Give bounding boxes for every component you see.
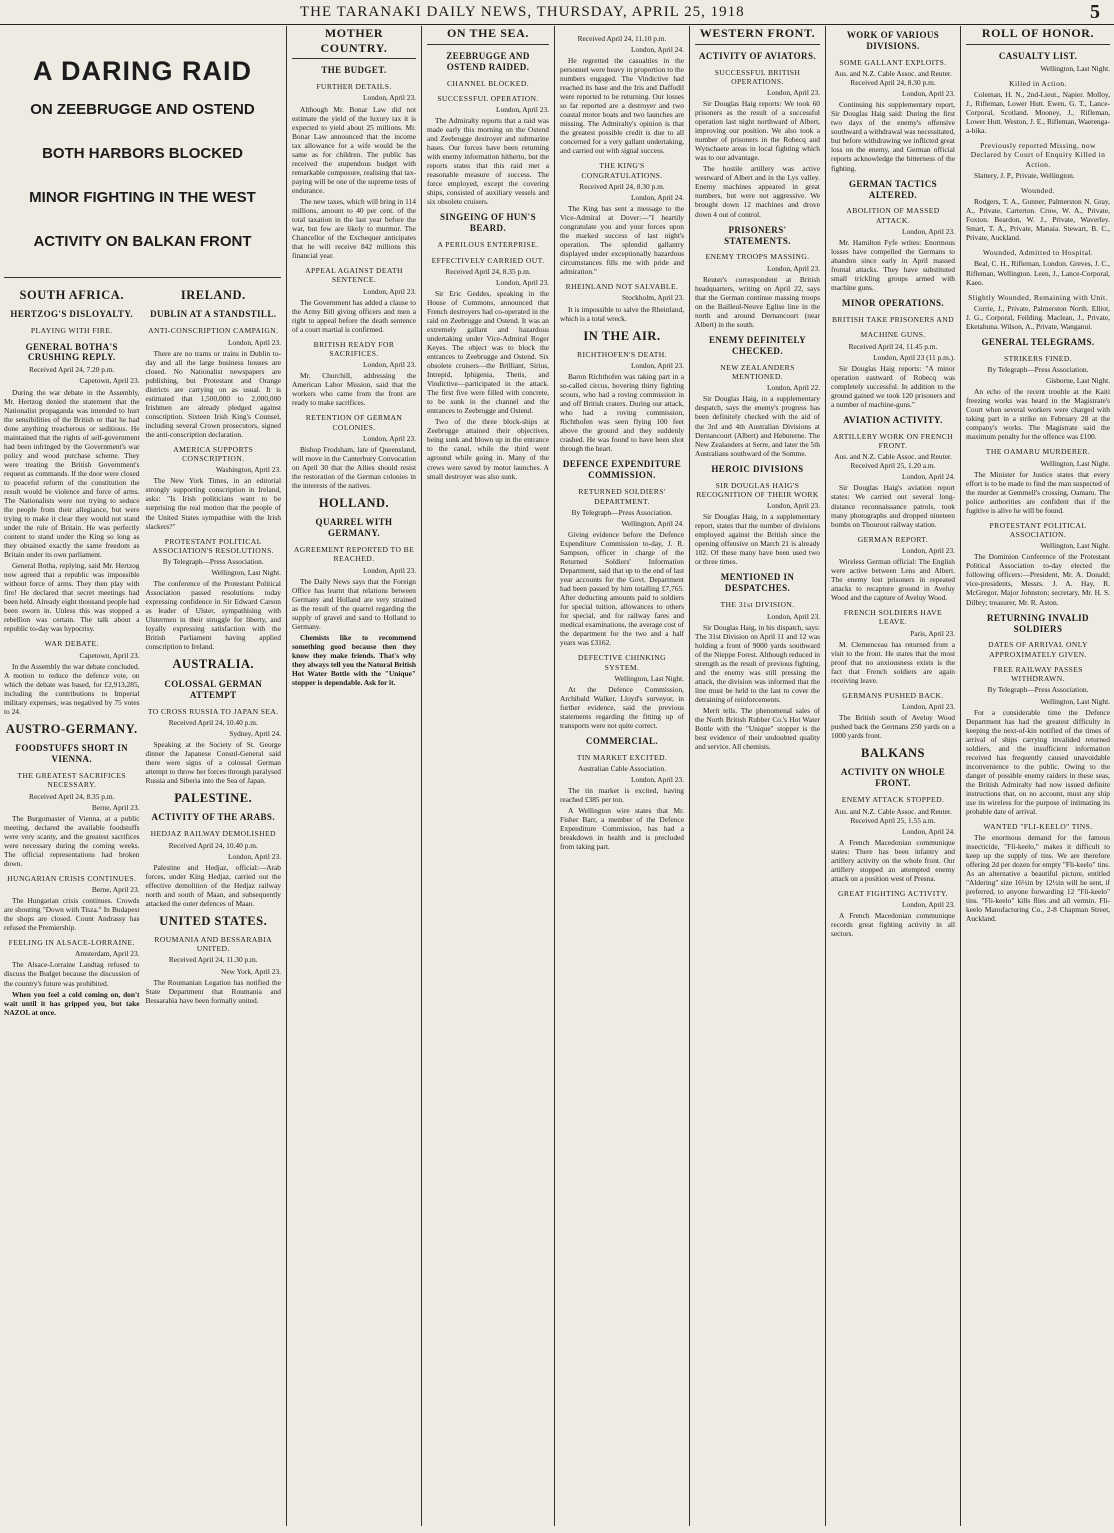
article-subhead: STRIKERS FINED. (1003, 353, 1073, 363)
article-headline: SINGEING OF HUN'S BEARD. (440, 212, 536, 234)
article-body: A Wellington wire states that Mr. Fisher Barr, a member of the Defence Expenditure Commission, has had a breakdown in health and is precluded from taking part. (560, 806, 684, 852)
article-body: The British south of Aveluy Wood pushed back the Germans 250 yards on a 1000 yards front. (831, 713, 955, 741)
newspaper-title: THE TARANAKI DAILY NEWS, THURSDAY, APRIL 25, 1918 (300, 4, 745, 20)
dateline: Wellington, Last Night. (614, 673, 684, 683)
article-body: During the war debate in the Assembly, Mr. Hertzog denied the statement that the Nationalist propaganda was intended to hurt the sensibilities of the British or that he had done anything treacherous or seditious. He maintained that the rights of self-government had been infringed by the Government's war policy and wood purchase scheme. They were treating the British Government's request as commands. If the door were closed to peaceful reform of the constitution the result would be violence and force of arms. The Nationalists were not trying to seduce the people from their allegiance, but were trying to make it clear they would not stand under the rule of Britain. He was perfectly content to stand under the King so long as they obtained exactly the same freedom as Britain under its own parliament. (4, 387, 140, 560)
article-subhead: FURTHER DETAILS. (316, 82, 392, 92)
article-subhead: PLAYING WITH FIRE. (30, 326, 113, 336)
lead-subcolumns (4, 282, 281, 1019)
column-headline: MOTHER COUNTRY. (292, 26, 416, 59)
article-subhead: PROTESTANT POLITICAL ASSOCIATION. (989, 520, 1087, 540)
article-subhead: TIN MARKET EXCITED. (576, 752, 668, 762)
article-body: Merit tells. The phenomenal sales of the North British Rubber Co.'s Hot Water Bottle with the "Unique" stopper is the best evidence of their undoubted quality and service. All chemists. (695, 705, 820, 751)
dateline: London, April 23. (228, 337, 281, 347)
article-subhead: FRENCH SOLDIERS HAVE LEAVE. (843, 608, 943, 627)
lead-deck-4: ACTIVITY ON BALKAN FRONT (33, 233, 252, 251)
dateline: Capetown, April 23. (79, 650, 140, 660)
dateline: London, April 23. (902, 701, 955, 711)
article-subhead: WAR DEBATE. (44, 639, 99, 649)
column-rule (689, 26, 690, 1526)
article-body: Giving evidence before the Defence Expenditure Commission to-day, J. R. Sampson, officer in charge of the Returned Soldiers' Information Department, said that up to the end of last year accounts for the Govt. Department had been passed by him totalling £7,765. After deducting amounts paid to soldiers for special tuition, allowances to others for special, and for railway fares and medical examinations, the average cost of the department for the two and a half years was £3162. (560, 529, 684, 648)
article-body: Wireless German official: The English were active between Lens and Albert. The enemy lost prisoners in repeated attacks to recapture ground in Aveluy Wood and the capture of Aveluy Wood. (831, 556, 955, 602)
article-subhead: EFFECTIVELY CARRIED OUT. (431, 255, 545, 265)
advertisement: When you feel a cold coming on, don't wait until it has gripped you, but take NAZOL at once. (4, 989, 140, 1017)
article-subhead: AMERICA SUPPORTS CONSCRIPTION. (173, 444, 254, 464)
article-subhead: AGREEMENT REPORTED TO BE REACHED. (293, 545, 415, 564)
article-subhead: SIR DOUGLAS HAIG'S RECOGNITION OF THEIR WORK (696, 480, 819, 499)
article-headline: IN THE AIR. (583, 328, 661, 343)
dateline: London, April 23. (767, 263, 820, 273)
article-body: In the Assembly the war debate concluded. A motion to reduce the defence vote, on which the debate was based, for £2,913,285, including the contributions to Imperial military expenses, was negatived by 75 votes to 24. (4, 661, 140, 716)
dateline: London, April 23. (363, 360, 416, 370)
article-body: The New York Times, in an editorial strongly supporting conscription in Ireland, asks: "Is Irish politicians want to be surprising the real motion that the people of the United States sympathise with the Irish slackers?" (145, 476, 281, 531)
column-on-the-sea (423, 26, 553, 1526)
article-subhead: THE GREATEST SACRIFICES NECESSARY. (17, 771, 127, 790)
byline: By Telegraph—Press Association. (162, 557, 264, 567)
article-subhead: QUARREL WITH GERMANY. (315, 517, 393, 539)
byline: By Telegraph—Press Association. (987, 365, 1089, 375)
article-subhead: APPEAL AGAINST DEATH SENTENCE. (305, 266, 403, 285)
article-headline: WORK OF VARIOUS DIVISIONS. (846, 30, 940, 51)
article-body: Sir Douglas Haig reports: We took 60 prisoners as the result of a successful operation last night northward of Albert, improving our position. We also took a number of prisoners in the Robecq and Wytschaete areas in local fighting which was to our advantage. (695, 99, 820, 163)
column-headline: ON THE SEA. (427, 26, 549, 45)
article-subhead: GERMAN REPORT. (857, 534, 929, 544)
dateline: Wellington, Last Night. (1040, 696, 1110, 706)
article-subhead: MACHINE GUNS. (860, 330, 926, 340)
received-line: Aus. and N.Z. Cable Assoc. and Reuter. Received April 25, 1.55 a.m. (834, 806, 952, 825)
byline: Australian Cable Association. (577, 764, 667, 774)
column-rule (286, 26, 287, 1526)
divider (4, 277, 281, 278)
article-subhead: DUBLIN AT A STANDSTILL. (150, 309, 277, 320)
article-subhead: SUCCESSFUL OPERATION. (437, 93, 539, 103)
lead-headline: A DARING RAID (33, 56, 252, 86)
article-subhead: COLOSSAL GERMAN ATTEMPT (164, 678, 263, 700)
article-body: The new taxes, which will bring in 114 millions, amount to 40 per cent. of the total taxation in the last year before the war, but few are likely to murmur. The Chancellor of the Exchequer anticipates that he will receive 842 millions this financial year. (292, 196, 416, 260)
article-subhead: THE KING'S CONGRATULATIONS. (581, 161, 663, 180)
dateline: London, April 24. (631, 192, 684, 202)
article-subhead: TO CROSS RUSSIA TO JAPAN SEA. (147, 706, 279, 716)
dateline: Berne, April 23. (91, 885, 140, 895)
article-headline: GENERAL TELEGRAMS. (981, 336, 1095, 347)
byline: By Telegraph—Press Association. (571, 507, 673, 517)
masthead (0, 0, 1114, 25)
article-headline: GERMAN TACTICS ALTERED. (848, 178, 938, 200)
article-subhead: A PERILOUS ENTERPRISE. (437, 240, 539, 250)
dateline: London, April 23. (767, 611, 820, 621)
article-headline: PALESTINE. (174, 791, 253, 806)
article-body: The Roumanian Legation has notified the State Department that Roumania and Bessarabia have been formally united. (145, 977, 281, 1005)
article-subhead: ROUMANIA AND BESSARABIA UNITED. (154, 934, 273, 954)
dateline: Paris, April 23. (910, 628, 955, 638)
article-body: It is impossible to salve the Rheinland, which is a total wreck. (560, 304, 684, 323)
article-subhead: RETENTION OF GERMAN COLONIES. (305, 413, 403, 432)
article-subhead: PROTESTANT POLITICAL ASSOCIATION'S RESOLUTIONS. (152, 536, 274, 555)
column-headline: ROLL OF HONOR. (966, 26, 1110, 45)
article-body: The hostile artillery was active westward of Albert and in the Lys valley. Enemy machines appeared in great numbers, but were not aggressive. We brought down 12 machines and drove down 4 out of control. (695, 164, 820, 219)
article-subhead: THE OAMARU MURDERER. (985, 447, 1091, 457)
article-body: Speaking at the Society of St. George dinner the Japanese Consul-General said there were signs of a colossal German attempt to throw her forces through paralysed Russia and Siberia into the Sea of Japan. (145, 739, 281, 786)
article-body: Two of the three block-ships at Zeebrugge attained their objectives, being sunk and blown up in the entrance to the canal, while the third went aground while going in. Many of the crews were saved by motor launches. A small destroyer was also sunk. (427, 417, 549, 481)
article-subhead: CASUALTY LIST. (998, 50, 1078, 61)
advertisement: The enormous demand for the famous insecticide, "Fli-keelo," makes it difficult to keep up the supply of tins. We are therefore offering 2d per dozen for empty "Fli-keelo" tins. As an alternative a beautiful picture, entitled "Aldering" size 16½in by 12½in will be sent, if preferred, to anyone forwarding 12 "Fli-keelo" tins. "Fli-keelo" kills flies and all vermin. Fli-keelo Manufacturing Co., 2-8 Chapman Street, Auckland. (966, 833, 1110, 924)
dateline: London, April 23. (767, 88, 820, 98)
received-line: Received April 24, 11.30 p.m. (168, 955, 258, 965)
dateline: Wellington, April 24. (621, 518, 684, 528)
article-subhead: DEFECTIVE CHINKING SYSTEM. (578, 653, 666, 672)
dateline: London, April 23. (767, 501, 820, 511)
article-body: A French Macedonian communique states: There has been infantry and artillery activity on the whole front. Our artillery stopped an attempted enemy attack on a position west of Presna. (831, 837, 955, 883)
article-body: Palestine and Hedjaz, official:—Arab forces, under King Hedjaz, carried out the effective demolition of the Hedjaz railway north and south of Maan, and subsequently attacked the outer defences of Maan. (145, 862, 281, 908)
article-headline: ENEMY DEFINITELY CHECKED. (708, 334, 806, 356)
article-body: The Alsace-Lorraine Landtag refused to discuss the Budget because the discussion of the country's future was prohibited. (4, 960, 140, 988)
article-subhead: ACTIVITY ON WHOLE FRONT. (840, 767, 946, 789)
dateline: London, April 23. (631, 775, 684, 785)
article-headline: UNITED STATES. (159, 913, 268, 928)
article-subhead: ABOLITION OF MASSED ATTACK. (846, 206, 940, 225)
dateline: Washington, April 23. (215, 465, 281, 475)
article-body: An echo of the recent trouble at the Kaiti freezing works was heard in the Magistrate's Court when several workers were charged with taking part in a strike on February 28 at the company's works. The Magistrate said the maximum penalty for the offence was £100. (966, 387, 1110, 442)
dateline: London, April 23. (902, 226, 955, 236)
column-roll-of-honor (962, 26, 1114, 1526)
article-body: For a considerable time the Defence Department has had the greatest difficulty in keeping the next-of-kin notified of the times of arrival of ships carrying invalided returned soldiers, and the insufficient information received has frequently caused unavoidable inconvenience to the public. Owing to the danger of possible enemy raiders in these seas, the British Admiralty had now issued definite instructions that, on no account, must any ship use its wireless for the purpose of intimating its probable date of arrival. (966, 707, 1110, 816)
dateline: London, April 23. (902, 89, 955, 99)
column-rule (960, 26, 961, 1526)
dateline: Gisborne, Last Night. (1045, 376, 1110, 386)
article-subhead: ACTIVITY OF AVIATORS. (698, 50, 816, 61)
article-subhead: ENEMY TROOPS MASSING. (705, 252, 810, 262)
dateline: London, April 23. (496, 105, 549, 115)
column-sea-continued (556, 26, 688, 1526)
article-subhead: FEELING IN ALSACE-LORRAINE. (8, 938, 135, 948)
dateline: London, April 22. (767, 383, 820, 393)
article-subhead: BRITISH TAKE PRISONERS AND (831, 315, 955, 325)
article-headline: MENTIONED IN DESPATCHES. (720, 572, 795, 594)
article-body: Bishop Frodsham, late of Queensland, will move in the Canterbury Convocation on April 30 that the Allies should resist the restoration of the German colonies in the interests of the natives. (292, 444, 416, 490)
column-rule (421, 26, 422, 1526)
article-headline: IRELAND. (180, 288, 246, 303)
article-body: The Dominion Conference of the Protestant Political Association to-day elected the following officers:—President, Mr. A. Donald; vice-presidents, Messrs. J. A. Hay, R. McGregor, Major Johnston; secretary, Mr. H. S. Dilbry; treasurer, Mr. R. Aston. (966, 552, 1110, 607)
column-various-divisions (827, 26, 959, 1526)
dateline: London, April 23. (363, 93, 416, 103)
article-subhead: ZEEBRUGGE AND OSTEND RAIDED. (446, 50, 530, 72)
article-body: Sir Douglas Haig, in a supplementary report, states that the number of divisions employed against the British since the opening offensive on March 21 is already 102. Of these many have been used two or three times. (695, 512, 820, 567)
article-headline: HOLLAND. (318, 496, 390, 511)
article-subhead: THE BUDGET. (321, 65, 387, 76)
article-body: Sir Douglas Haig, in a supplementary despatch, says the enemy's progress has been definitely checked with the aid of the 3rd and 4th Australian Divisions at Dernancourt (Albert) and Hebuterne. The New Zealanders at Serre, and later the 5th Australians southward of the Somme. (695, 394, 820, 458)
received-line: Received April 24, 11.45 p.m. (848, 341, 938, 351)
received-line: Aus. and N.Z. Cable Assoc. and Reuter. Received April 25, 1.20 a.m. (834, 452, 952, 471)
list-heading: Wounded. (1020, 185, 1055, 195)
dateline: London, April 24. (631, 45, 684, 55)
column-lead (0, 26, 285, 1526)
article-subhead: THE 31st DIVISION. (720, 600, 795, 610)
subcolumn-right (146, 282, 282, 1019)
article-subhead: ENEMY ATTACK STOPPED. (841, 795, 945, 805)
lead-deck-1: ON ZEEBRUGGE AND OSTEND (30, 101, 255, 119)
article-body: M. Clemenceau has returned from a visit to the front. He states that the most proof that no anxiousness exists is the fact that French soldiers are again receiving leave. (831, 639, 955, 685)
article-body: Mr. Hamilton Fyfe writes: Enormous losses have compelled the Germans to abandon since early in April massed frontal attacks. They have substituted small trickling groups armed with machine guns. (831, 238, 955, 293)
article-body: Sir Eric Geddes, speaking in the House of Commons, announced that French destroyers had co-operated in the raid on Zeebrugge and Ostend. It was an extremely gallant and hazardous undertaking under Vice-Admiral Roger Keyes. The object was to block the entrances to Zeebrugge and Ostend. Six obsolete cruisers—the Brilliant, Sirius, Intrepid, Iphigenia, Thetis, and Vindictive—participated in the attack. The first five were filled with concrete, to be sunk in the channel and the entrances to Zeebrugge and Ostend. (427, 288, 549, 416)
article-body: The Daily News says that the Foreign Office has learnt that relations between Germany and Holland are very strained as the result of the quarrel regarding the supply of gravel and sand to Holland to Germany. (292, 576, 416, 631)
article-headline: DEFENCE EXPENDITURE COMMISSION. (562, 459, 682, 481)
article-body: The Government has added a clause to the Army Bill giving officers and men a right to appeal before the death sentence of a court martial is confirmed. (292, 297, 416, 334)
article-body: Although Mr. Bonar Law did not estimate the yield of the luxury tax it is expected to yield about 25 millions. Mr. Bonar Law announced that the income tax allowance for a wife would be the same as for children. The public has received the stupendous budget with remarkable composure, realising that tax-paying will be one of the supreme tests of endurance. (292, 104, 416, 195)
article-subhead: HUNGARIAN CRISIS CONTINUES. (7, 873, 137, 883)
news-columns (0, 26, 1114, 1526)
byline: By Telegraph—Press Association. (987, 685, 1089, 695)
dateline: Amsterdam, April 23. (75, 949, 140, 959)
dateline: London, April 23. (363, 433, 416, 443)
dateline: London, April 23. (228, 851, 281, 861)
article-subhead: CHANNEL BLOCKED. (446, 78, 530, 88)
article-headline: HEROIC DIVISIONS (711, 463, 804, 474)
article-subhead: HERTZOG'S DISLOYALTY. (10, 309, 134, 320)
casualty-list: Coleman, H. N., 2nd-Lieut., Napier. Molloy, J., Rifleman, Lower Hutt. Ewen, G. T., Lance-Corporal, Scotland. Mooney, J., Rifleman, Lower Hutt. Weston, J. E., Rifleman, Waerenga-a-hika. (966, 89, 1110, 135)
dateline: Wellington, Last Night. (211, 568, 281, 578)
article-body: The Admiralty reports that a raid was made early this morning on the Ostend and Zeebrugge destroyer and submarine bases. Our forces have been returning with enemy information hitherto, but the reports states that this raid met a reasonable measure of success. The force employed, except the covering ships, consisted of auxiliary vessels and six obsolete cruisers. (427, 116, 549, 207)
article-headline: SOUTH AFRICA. (19, 288, 124, 303)
article-subhead: GREAT FIGHTING ACTIVITY. (838, 888, 948, 898)
article-subhead: WANTED "FLI-KEELO" TINS. (983, 821, 1093, 831)
article-subhead: FOODSTUFFS SHORT IN VIENNA. (15, 743, 129, 765)
article-body: There are no trams or trains in Dublin to-day and all the large business houses are closed. No Nationalist newspapers are publishing, but Protestant and Orange districts are carrying on as usual. It is estimated that 1,500,000 to 2,000,000 Irishmen are already pledged against conscription. Sixteen Irish King's Counsel, including several Crown prosecutors, signed the anti-conscription declaration. (145, 348, 281, 439)
article-body: The Hungarian crisis continues. Crowds are shouting "Down with Tisza." In Budapest the shops are closed. Count Andrassy has refused the Premiership. (4, 896, 140, 933)
article-headline: AUSTRO-GERMANY. (5, 721, 138, 736)
dateline: Berne, April 23. (91, 802, 140, 812)
article-headline: BALKANS (861, 746, 925, 761)
article-subhead: HEDJAZ RAILWAY DEMOLISHED (150, 829, 276, 839)
column-rule (554, 26, 555, 1526)
article-subhead: ARTILLERY WORK ON FRENCH FRONT. (832, 431, 954, 451)
received-line: Received April 24, 8.35 p.m. (29, 791, 115, 801)
dateline: London, April 24. (902, 472, 955, 482)
list-heading: Slightly Wounded, Remaining with Unit. (968, 292, 1108, 302)
lead-deck-2: BOTH HARBORS BLOCKED (42, 145, 243, 163)
article-subhead: SUCCESSFUL BRITISH OPERATIONS. (714, 67, 801, 86)
article-body: Sir Douglas Haig, in his dispatch, says: The 31st Division on April 11 and 12 was holding a front of 9000 yards southward of the Nieppe Forest. Although reduced in strength as the result of previous fighting, and the enemy was still pressing the attack, the division was informed that the line must be held to the last to cover the detraining of reinforcements. (695, 622, 820, 704)
article-subhead: RETURNED SOLDIERS' DEPARTMENT. (578, 487, 666, 506)
list-heading: Wounded, Admitted to Hospital. (982, 248, 1094, 258)
article-body: Continuing his supplementary report, Sir Douglas Haig said: During the first two days of the enemy's offensive southward a withdrawal was necessitated, but before withdrawing we inflicted great loss on the enemy, and German official reports acknowledge the bitterness of the fighting. (831, 100, 955, 173)
dateline: Wellington, Last Night. (1040, 458, 1110, 468)
list-heading: Killed in Action. (1009, 78, 1067, 88)
article-body: At the Defence Commission, Archibald Walker, Lloyd's surveyor, in further evidence, said the previous statements regarding the fitting up of transports were not quite correct. (560, 684, 684, 730)
article-subhead: SOME GALLANT EXPLOITS. (839, 57, 947, 67)
article-subhead: DATES OF ARRIVAL ONLY APPROXIMATELY GIVEN. (988, 640, 1088, 659)
article-body: Sir Douglas Haig reports: "A minor operation eastward of Robecq was completely successful. In addition to the ground gained we took 120 prisoners and a number of machine-guns." (831, 363, 955, 409)
article-body: Mr. Churchill, addressing the American Labor Mission, said that the workers who came from the front are ready to make sacrifices. (292, 371, 416, 408)
article-headline: PRISONERS' STATEMENTS. (724, 224, 791, 246)
page-number: 5 (1090, 1, 1100, 23)
received-line: Received April 24, 8.30 p.m. (579, 181, 665, 191)
casualty-list: Rodgers, T. A., Gunner, Palmerston N. Gray, A., Private, Carterton. Crow, W. A., Private, Foxton. Beardon, W. J., Private, Waverley. Smart, T. A., Private, Manaia. Stewart, B. C., Private, Auckland. (966, 197, 1110, 243)
article-body: The conference of the Protestant Political Association passed resolutions today expressing confidence in Sir Edward Carson as leader of Ulster, sympathising with Ulstermen in their struggle for liberty, and loyally expressing satisfaction with the British Parliament having applied conscription to Ireland. (145, 579, 281, 652)
dateline: London, April 23. (496, 277, 549, 287)
casualty-list: Slattery, J. P., Private, Wellington. (974, 170, 1075, 180)
dateline: Wellington, Last Night. (1040, 63, 1110, 73)
article-body: A French Macedonian communique records great fighting activity in all sectors. (831, 911, 955, 939)
dateline: London, April 23 (11 p.m.). (873, 352, 955, 362)
column-headline: WESTERN FRONT. (695, 26, 820, 45)
article-subhead: RHEINLAND NOT SALVABLE. (565, 282, 679, 292)
received-line: Received April 24, 8.35 p.m. (445, 266, 531, 276)
article-headline: COMMERCIAL. (585, 735, 659, 746)
received-line: Received April 24, 10.40 p.m. (168, 717, 258, 727)
article-body: Sir Douglas Haig's aviation report states: We carried out several long-distance reconnaissance patrols, took many photographs and dropped nineteen bombs on Thourout railway station. (831, 483, 955, 529)
column-mother-country (288, 26, 420, 1526)
article-subhead: RICHTHOFEN'S DEATH. (577, 349, 667, 359)
received-line: Aus. and N.Z. Cable Assoc. and Reuter. Received April 24, 8.30 p.m. (834, 69, 952, 88)
article-headline: AUSTRALIA. (172, 657, 255, 672)
column-rule (825, 26, 826, 1526)
received-line: Received April 24, 10.40 p.m. (168, 840, 258, 850)
casualty-list: Beal, C. H., Rifleman, London. Greves, J. C., Rifleman, Wellington. Leen, J., Lance-Corporal, Kaeo. (966, 259, 1110, 287)
article-body: The Burgomaster of Vienna, at a public meeting, declared the available foodstuffs were very scanty, and the greatest sacrifices were necessary during the coming weeks. The official representations had broken down. (4, 813, 140, 868)
article-headline: RETURNING INVALID SOLDIERS (987, 612, 1089, 634)
article-subhead: BRITISH READY FOR SACRIFICES. (313, 339, 395, 358)
article-body: General Botha, replying, said Mr. Hertzog now agreed that a republic was impossible without force of arms. They then play with fire! He declared that secret meetings had been held. Already eight thousand people had been sworn in. Unless this was stopped a rebellion was certain. The talk about a republic to-day was hypocrisy. (4, 561, 140, 634)
received-line: Received April 24, 11.10 p.m. (577, 34, 667, 43)
article-body: He regretted the casualties in the personnel were heavy in proportion to the numbers engaged. The Vindictive had reached its base and the Iris and Daffodil were reported to be returning. Our losses so far reported are a destroyer and two coastal motor boats and two launches are missing. The Admiralty's opinion is that the greatest possible credit is due to all concerned for a very gallant undertaking, and carried out with signal success. (560, 56, 684, 156)
dateline: Capetown, April 23. (79, 376, 140, 386)
lead-deck-3: MINOR FIGHTING IN THE WEST (29, 189, 256, 207)
article-subhead: NEW ZEALANDERS MENTIONED. (720, 362, 795, 382)
dateline: London, April 23. (363, 565, 416, 575)
article-headline: AVIATION ACTIVITY. (843, 414, 943, 425)
dateline: London, April 23. (631, 361, 684, 371)
dateline: London, April 23. (363, 286, 416, 296)
article-body: The King has sent a message to the Vice-Admiral at Dover:—"I heartily congratulate you and your forces upon the marked success of last night's operation. The splendid gallantry displayed under exceptionally hazardous circumstances fills me with pride and admiration." (560, 203, 684, 277)
article-headline: MINOR OPERATIONS. (841, 298, 945, 309)
dateline: London, April 23. (902, 900, 955, 910)
advertisement: Chemists like to recommend something good because then they know they make friends. That's why they always tell you the Natural British Hot Water Bottle with the "Unique" stopper is dependable. Ask for it. (292, 632, 416, 688)
dateline: London, April 24. (902, 826, 955, 836)
received-line: Received April 24, 7.20 p.m. (29, 365, 115, 375)
article-body: The tin market is excited, having reached £385 per ton. (560, 786, 684, 805)
list-heading: Previously reported Missing, now Declared by Court of Enquiry Killed in Action. (970, 141, 1106, 169)
dateline: Sydney, April 24. (229, 728, 281, 738)
article-subhead: ACTIVITY OF THE ARABS. (151, 812, 275, 823)
article-body: The Minister for Justice states that every effort is to be made to find the man suspected of the murder at Gemmell's crossing, Oamaru. The police authorities are confident that if the fugitive is alive he will be found. (966, 469, 1110, 515)
article-subhead: ANTI-CONSCRIPTION CAMPAIGN. (148, 326, 279, 336)
dateline: Stockholm, April 23. (621, 293, 684, 303)
dateline: Wellington, Last Night. (1040, 541, 1110, 551)
dateline: London, April 23. (902, 545, 955, 555)
casualty-list: Corrie, J., Private, Palmerston North. Elliot, J. G., Corporal, Feilding. Maclean, J., Private, Eketahuna. Wilson, A., Private, Wanganui. (966, 303, 1110, 331)
article-subhead: GERMANS PUSHED BACK. (842, 690, 944, 700)
article-subhead: FREE RAILWAY PASSES WITHDRAWN. (993, 664, 1083, 684)
subcolumn-left (4, 282, 140, 1019)
article-body: Reuter's correspondent at British headquarters, writing on April 22, says that the German continue massing troops on the Bailleul-Neuve Eglise line in the north and around Dernancourt (near Albert) in the south. (695, 274, 820, 329)
column-western-front (691, 26, 824, 1526)
article-subhead: GENERAL BOTHA'S CRUSHING REPLY. (25, 341, 118, 363)
dateline: New York, April 23. (221, 966, 281, 976)
article-body: Baron Richthofen was taking part in a so-called circus, hovering thirty fighting scouts, who had a roving commission in and off British craters. During our attack, who had a roving commission, Richthofen was seen flying 100 feet above the ground and they suddenly crashed. He was found to have been shot through the heart. (560, 372, 684, 454)
